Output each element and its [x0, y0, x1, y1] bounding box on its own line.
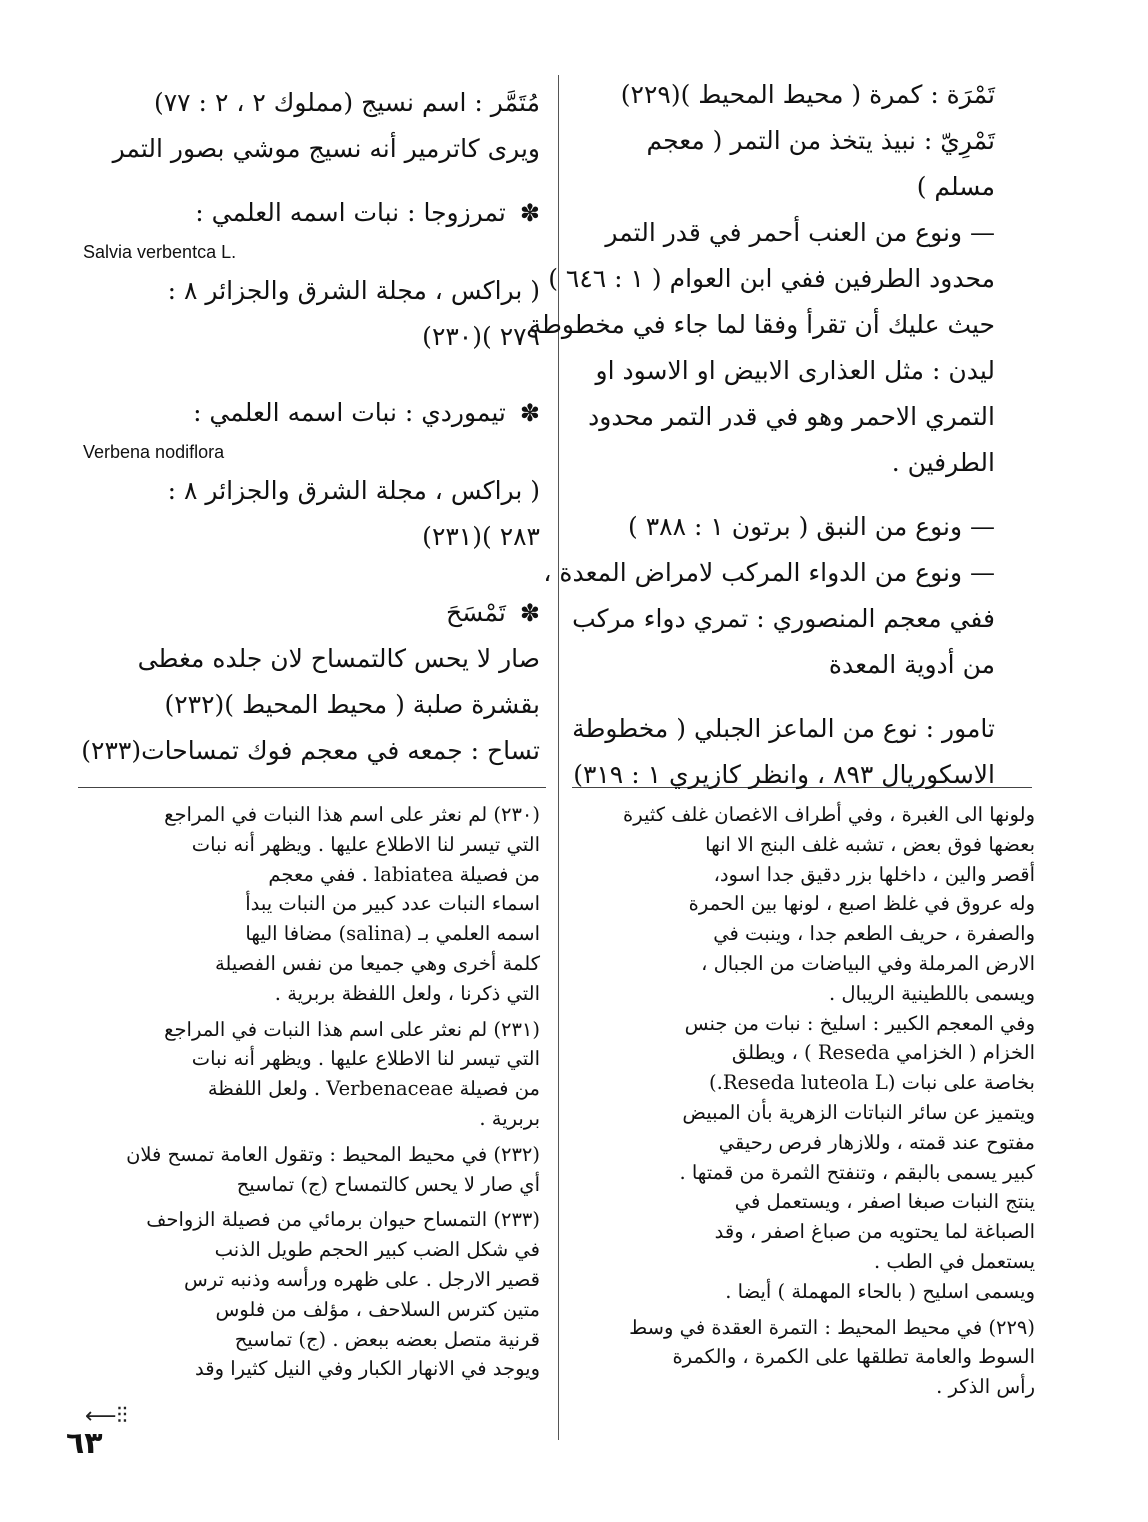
- footnote-line: رأس الذكر .: [936, 1375, 1035, 1399]
- citation-line: ٢٨٣ )(٢٣١): [422, 522, 540, 551]
- entry-text: تمرزوجا : نبات اسمه العلمي :: [195, 198, 506, 227]
- text-line: — ونوع من الدواء المركب لامراض المعدة ،: [543, 558, 995, 587]
- footnote-233: (٢٣٣) التمساح حيوان برمائي من فصيلة الزواحف: [146, 1208, 540, 1232]
- footnote-line: اسمه العلمي بـ (salina) مضافا اليها: [245, 922, 540, 946]
- text-line: من أدوية المعدة: [828, 650, 995, 679]
- footnote-line: من فصيلة Verbenaceae . ولعل اللفظة: [207, 1077, 540, 1101]
- footnote-line: أقصر والين ، داخلها بزر دقيق جدا اسود،: [713, 862, 1035, 886]
- footnote-line: أي صار لا يحس كالتمساح (ج) تماسيح: [236, 1172, 540, 1196]
- footnote-line: قصير الارجل . على ظهره ورأسه وذنبه ترس: [184, 1267, 540, 1291]
- entry-tamur: تامور : نوع من الماعز الجبلي ( مخطوطة: [572, 714, 995, 743]
- footnote-line: السوط والعامة تطلقها على الكمرة ، والكمرة: [672, 1345, 1035, 1369]
- text-line: ويرى كاترمير أنه نسيج موشي بصور التمر: [112, 134, 540, 163]
- entry-tamra: تَمْرَة : كمرة ( محيط المحيط )(٢٢٩): [620, 80, 995, 109]
- left-column: [75, 80, 540, 774]
- scientific-name: Salvia verbentca L.: [83, 242, 237, 262]
- asterisk-icon: ✽: [519, 199, 540, 227]
- footnote-line: وفي المعجم الكبير : اسليخ : نبات من جنس: [684, 1011, 1035, 1035]
- continuation-arrow-icon: ⟵⫶⫶: [85, 1404, 128, 1429]
- footnote-line: الارض المرملة وفي البياضات من الجبال ،: [701, 951, 1035, 975]
- footnote-line: والصفرة ، حريف الطعم جدا ، وينبت في: [713, 922, 1035, 946]
- footnote-line: في شكل الضب كبير الحجم طويل الذنب: [214, 1238, 540, 1262]
- left-footnote-rule: [78, 787, 546, 788]
- footnote-line: ويتميز عن سائر النباتات الزهرية بأن المبيض: [682, 1100, 1035, 1124]
- text-line: صار لا يحس كالتمساح لان جلده مغطى: [137, 644, 540, 673]
- footnote-line: ويوجد في الانهار الكبار وفي النيل كثيرا وقد: [195, 1357, 540, 1381]
- footnote-line: التي تيسر لنا الاطلاع عليها . ويظهر أنه نبات: [191, 1047, 540, 1071]
- text-line: الطرفين .: [891, 448, 995, 477]
- scientific-name: Verbena nodiflora: [83, 442, 225, 462]
- text-line: محدود الطرفين ففي ابن العوام ( ١ : ٦٤٦ ): [548, 264, 995, 293]
- text-line: تساح : جمعه في معجم فوك تمساحات(٢٣٣): [81, 736, 540, 765]
- footnote-line: وله عروق في غلظ اصبع ، لونها بين الحمرة: [688, 892, 1035, 916]
- entry-text: تيموردي : نبات اسمه العلمي :: [193, 398, 506, 427]
- footnote-232: (٢٣٢) في محيط المحيط : وتقول العامة تمسح فلان: [126, 1142, 540, 1166]
- footnote-line: ينتج النبات صبغا اصفر ، ويستعمل في: [734, 1190, 1035, 1214]
- headword: تَمْسَحَ: [446, 598, 506, 627]
- text-line: — ونوع من النبق ( برتون ١ : ٣٨٨ ): [628, 512, 995, 541]
- text-line: الاسكوريال ٨٩٣ ، وانظر كازيري ١ : ٣١٩): [573, 760, 995, 789]
- footnote-229: (٢٢٩) في محيط المحيط : التمرة العقدة في وسط: [629, 1315, 1035, 1339]
- asterisk-icon: ✽: [519, 399, 540, 427]
- footnote-230: (٢٣٠) لم نعثر على اسم هذا النبات في المراجع: [164, 803, 540, 826]
- entry-timurdi: [75, 390, 540, 436]
- right-column: [528, 72, 995, 798]
- asterisk-icon: ✽: [519, 599, 540, 627]
- entry-tamrzawja: [75, 190, 540, 236]
- footnote-line: التي تيسر لنا الاطلاع عليها . ويظهر أنه نبات: [191, 832, 540, 856]
- page-number: ٦٣: [66, 1426, 103, 1461]
- footnote-line: كلمة أخرى وهي جميعا من نفس الفصيلة: [214, 951, 540, 975]
- footnote-line: بربرية .: [479, 1106, 540, 1130]
- footnotes-left: [78, 800, 540, 1384]
- footnote-line: من فصيلة labiatea . ففي معجم: [268, 862, 540, 886]
- entry-tamassaha: [75, 590, 540, 636]
- footnote-line: التي ذكرنا ، ولعل اللفظة بربرية .: [274, 981, 540, 1005]
- text-line: بقشرة صلبة ( محيط المحيط )(٢٣٢): [164, 690, 540, 719]
- text-line: حيث عليك أن تقرأ وفقا لما جاء في مخطوطة: [528, 310, 995, 339]
- footnote-line: الخزام ( الخزامي Reseda ) ، ويطلق: [731, 1041, 1035, 1065]
- footnotes-right: [575, 800, 1035, 1402]
- footnote-line: الصباغة لما يحتويه من صباغ اصفر ، وقد: [714, 1220, 1035, 1244]
- footnote-line: بعضها فوق بعض ، تشبه غلف البنج الا انها: [705, 832, 1035, 856]
- footnote-line: يستعمل في الطب .: [873, 1249, 1035, 1273]
- footnote-line: مفتوح عند قمته ، وللازهار فرص رحيقي: [718, 1130, 1035, 1154]
- entry-mutammar: مُتَمَّر : اسم نسيج (مملوك ٢ ، ٢ : ٧٧): [153, 88, 540, 117]
- citation-line: ( براكس ، مجلة الشرق والجزائر ٨ :: [167, 476, 540, 505]
- footnote-line: قرنية متصل بعضه ببعض . (ج) تماسيح: [234, 1327, 540, 1351]
- footnote-line: متين كترس السلاحف ، مؤلف من فلوس: [215, 1297, 540, 1321]
- footnote-line: بخاصة على نبات (Reseda luteola L.): [709, 1071, 1035, 1095]
- citation-line: ( براكس ، مجلة الشرق والجزائر ٨ :: [167, 276, 540, 305]
- text-line: ففي معجم المنصوري : تمري دواء مركب: [572, 604, 995, 633]
- text-line: ليدن : مثل العذارى الابيض او الاسود او: [595, 356, 995, 385]
- footnote-line: ويسمى اسليح ( بالحاء المهملة ) أيضا .: [725, 1279, 1035, 1303]
- text-line: التمري الاحمر وهو في قدر التمر محدود: [588, 402, 995, 431]
- entry-tamri: تَمْرِيّ : نبيذ يتخذ من التمر ( معجم: [646, 126, 995, 155]
- text-line: مسلم ): [916, 172, 995, 201]
- citation-line: ٢٧٩ )(٢٣٠): [422, 322, 540, 351]
- footnote-line: ولونها الى الغبرة ، وفي أطراف الاغصان غلف كثيرة: [622, 803, 1035, 826]
- text-line: — ونوع من العنب أحمر في قدر التمر: [605, 218, 995, 247]
- footnote-line: كبير يسمى بالبقم ، وتنفتح الثمرة من قمتها .: [679, 1160, 1035, 1184]
- footnote-line: ويسمى باللطينية الريبال .: [829, 981, 1035, 1005]
- footnote-line: اسماء النبات عدد كبير من النبات يبدأ: [245, 892, 540, 916]
- footnote-231: (٢٣١) لم نعثر على اسم هذا النبات في المراجع: [164, 1017, 540, 1041]
